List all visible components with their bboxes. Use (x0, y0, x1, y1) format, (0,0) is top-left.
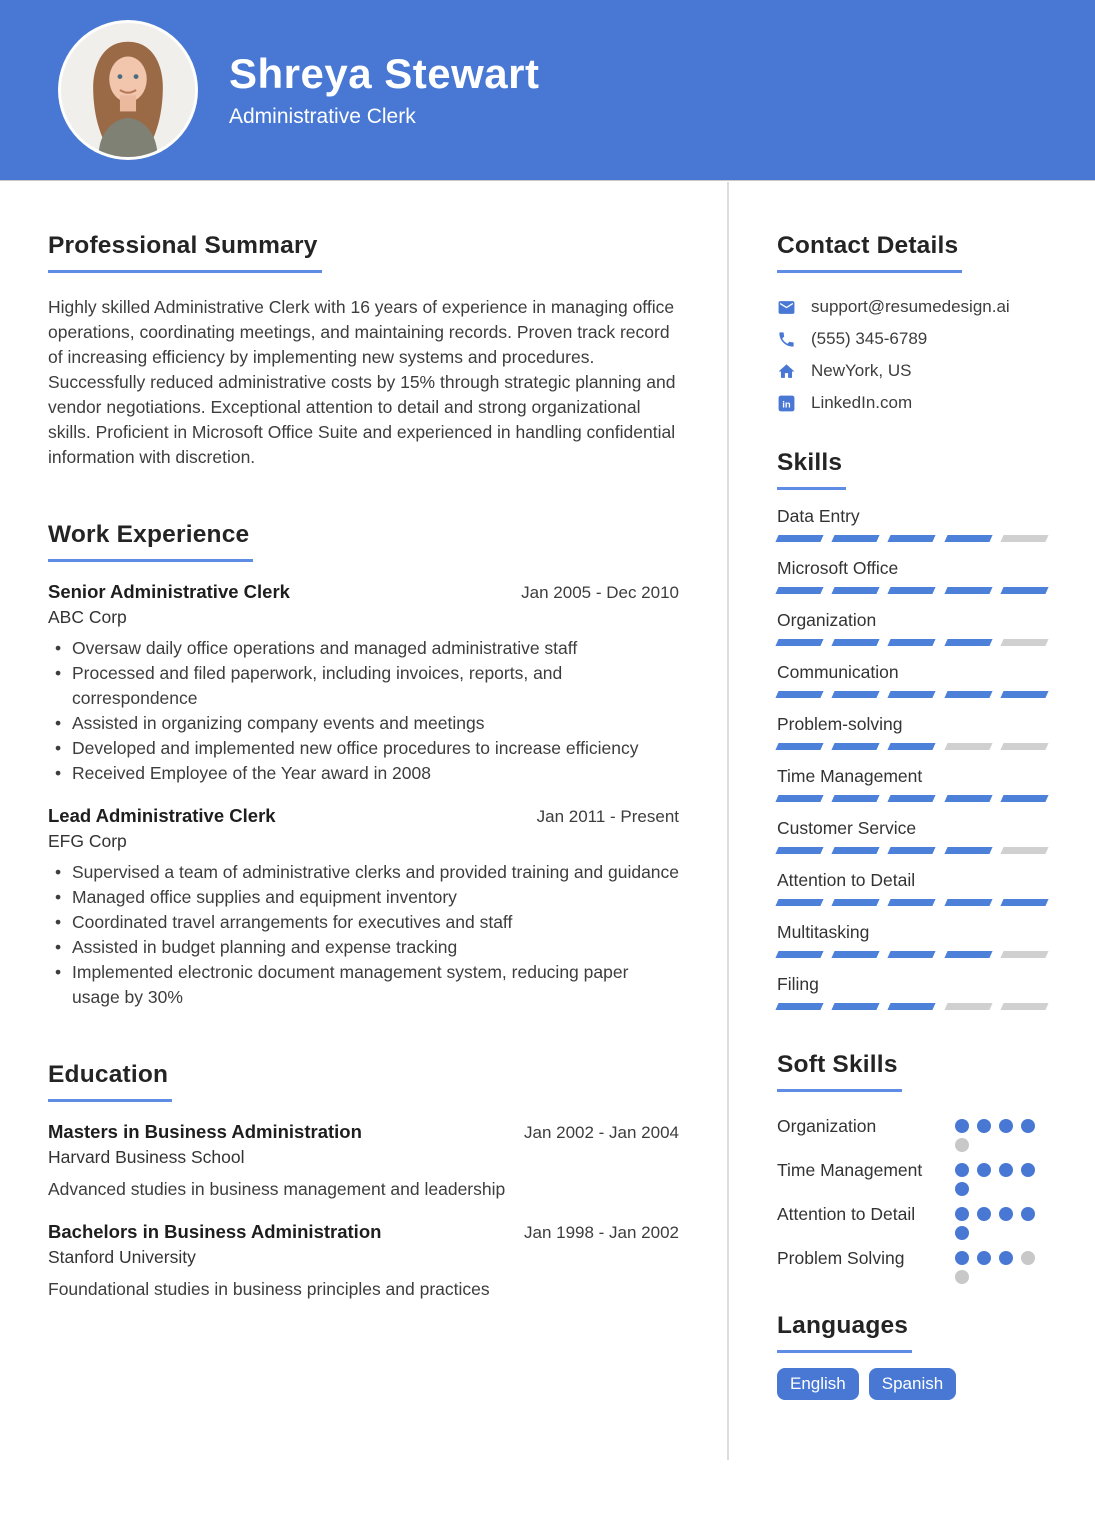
skill-bar-segment (1000, 691, 1048, 698)
job-bullet: • Assisted in budget planning and expense tracking (48, 935, 679, 960)
education-list (48, 1121, 679, 1302)
job-bullet: • Coordinated travel arrangements for executives and staff (48, 910, 679, 935)
skill-bar (777, 951, 1047, 958)
avatar-photo (61, 23, 195, 157)
skill-bar-segment (888, 691, 936, 698)
skill-item (777, 558, 1047, 594)
contact-item[interactable] (777, 393, 1047, 413)
education-description: Foundational studies in business principles and practices (48, 1279, 490, 1299)
skill-name: Data Entry (777, 506, 860, 526)
rating-dot (999, 1119, 1013, 1133)
rating-dot (999, 1163, 1013, 1177)
avatar (58, 20, 198, 160)
soft-skills-heading: Soft Skills (777, 1051, 902, 1092)
skill-bar-segment (1000, 1003, 1048, 1010)
education-header (48, 1121, 679, 1143)
column-divider (727, 182, 729, 1460)
skill-bar-segment (888, 535, 936, 542)
education-entry (48, 1221, 679, 1302)
skill-bar-segment (944, 795, 992, 802)
soft-skill-rating (955, 1202, 1047, 1240)
skill-bar-segment (832, 899, 880, 906)
skill-bar (777, 587, 1047, 594)
languages-section (777, 1312, 1047, 1400)
phone-icon (777, 330, 796, 349)
education-dates: Jan 1998 - Jan 2002 (523, 1223, 679, 1242)
skill-bar-segment (944, 743, 992, 750)
job-header (48, 805, 679, 827)
skill-name: Problem-solving (777, 714, 903, 734)
contact-item[interactable] (777, 297, 1047, 317)
skill-bar-segment (944, 951, 992, 958)
job-entry (48, 581, 679, 786)
header (0, 0, 1095, 181)
rating-dot (977, 1119, 991, 1133)
person-job-title: Administrative Clerk (229, 104, 416, 128)
skill-bar-segment (1000, 795, 1048, 802)
skill-bar-segment (944, 847, 992, 854)
skill-bar-segment (944, 691, 992, 698)
skill-bar-segment (1000, 899, 1048, 906)
professional-summary-section (48, 232, 679, 470)
rating-dot (999, 1207, 1013, 1221)
skill-bar-segment (775, 899, 823, 906)
skill-bar-segment (888, 587, 936, 594)
skill-bar-segment (775, 847, 823, 854)
content-area (0, 181, 1095, 1400)
soft-skill-name: Time Management (777, 1160, 923, 1180)
rating-dot (955, 1138, 969, 1152)
skill-bar-segment (1000, 535, 1048, 542)
job-bullet: • Managed office supplies and equipment inventory (48, 885, 679, 910)
skill-bar-segment (775, 639, 823, 646)
skill-bar-segment (888, 1003, 936, 1010)
education-degree: Masters in Business Administration (48, 1121, 362, 1142)
skill-name: Microsoft Office (777, 558, 899, 578)
skill-name: Multitasking (777, 922, 870, 942)
skill-bar-segment (944, 535, 992, 542)
job-bullet-list (48, 636, 679, 786)
work-experience-section (48, 521, 679, 1010)
contact-text: (555) 345-6789 (811, 329, 928, 348)
skill-bar (777, 899, 1047, 906)
svg-text:in: in (782, 398, 791, 410)
rating-dot (977, 1163, 991, 1177)
soft-skill-rating (955, 1158, 1047, 1196)
jobs-list (48, 581, 679, 1010)
skill-bar-segment (944, 899, 992, 906)
rating-dot (955, 1207, 969, 1221)
skill-bar-segment (775, 951, 823, 958)
rating-dot (955, 1226, 969, 1240)
contact-text: LinkedIn.com (811, 393, 913, 412)
education-section (48, 1061, 679, 1302)
skill-bar (777, 743, 1047, 750)
skill-item (777, 870, 1047, 906)
skill-bar-segment (944, 587, 992, 594)
skill-bar-segment (888, 639, 936, 646)
rating-dot (1021, 1119, 1035, 1133)
rating-dot (955, 1182, 969, 1196)
skill-item (777, 766, 1047, 802)
skill-bar-segment (832, 1003, 880, 1010)
skill-bar-segment (775, 795, 823, 802)
soft-skill-name: Organization (777, 1116, 877, 1136)
skill-bar-segment (944, 1003, 992, 1010)
skills-list (777, 506, 1047, 1010)
skill-bar-segment (832, 743, 880, 750)
language-badge: English (777, 1368, 859, 1400)
skill-bar-segment (888, 743, 936, 750)
skill-bar-segment (775, 743, 823, 750)
skill-bar-segment (775, 691, 823, 698)
soft-skill-item (777, 1246, 1047, 1284)
rating-dot (1021, 1207, 1035, 1221)
skills-section (777, 449, 1047, 1010)
education-heading: Education (48, 1061, 172, 1102)
job-company: ABC Corp (48, 607, 127, 627)
skill-item (777, 714, 1047, 750)
soft-skills-section (777, 1051, 1047, 1284)
contact-details-heading: Contact Details (777, 232, 962, 273)
education-school: Stanford University (48, 1247, 196, 1267)
job-company: EFG Corp (48, 831, 127, 851)
education-header (48, 1221, 679, 1243)
job-bullet: • Oversaw daily office operations and managed administrative staff (48, 636, 679, 661)
soft-skill-rating (955, 1114, 1047, 1152)
job-bullet-list (48, 860, 679, 1010)
skill-item (777, 818, 1047, 854)
rating-dot (1021, 1163, 1035, 1177)
skill-item (777, 922, 1047, 958)
skill-bar-segment (1000, 639, 1048, 646)
skill-bar-segment (775, 1003, 823, 1010)
education-school: Harvard Business School (48, 1147, 245, 1167)
rating-dot (999, 1251, 1013, 1265)
job-bullet: • Implemented electronic document management system, reducing paper usage by 30% (48, 960, 679, 1010)
job-title: Senior Administrative Clerk (48, 581, 290, 602)
job-bullet: • Assisted in organizing company events and meetings (48, 711, 679, 736)
skill-bar-segment (888, 795, 936, 802)
name-heading: Shreya Stewart (229, 50, 540, 98)
skill-bar (777, 795, 1047, 802)
education-dates: Jan 2002 - Jan 2004 (523, 1123, 679, 1142)
job-dates: Jan 2005 - Dec 2010 (521, 583, 679, 602)
education-entry (48, 1121, 679, 1202)
skill-bar-segment (888, 951, 936, 958)
skill-name: Communication (777, 662, 899, 682)
professional-summary-text: Highly skilled Administrative Clerk with 16 years of experience in managing office operations, coordinating meetings, and maintaining records. Proven track record of increasing efficiency by implementing new systems and procedures. Successfully reduced administrative costs by 15% through strategic planning and vendor negotiations. Exceptional attention to detail and strong organizational skills. Proficient in Microsoft Office Suite and experienced in handling confidential information with discretion. (48, 297, 676, 467)
skill-bar (777, 535, 1047, 542)
soft-skill-name: Attention to Detail (777, 1204, 916, 1224)
contact-item[interactable] (777, 329, 1047, 349)
job-bullet: • Supervised a team of administrative clerks and provided training and guidance (48, 860, 679, 885)
skill-bar-segment (1000, 951, 1048, 958)
linkedin-icon (777, 394, 796, 413)
skill-bar-segment (832, 587, 880, 594)
skill-bar-segment (1000, 587, 1048, 594)
soft-skill-name: Problem Solving (777, 1248, 905, 1268)
rating-dot (955, 1270, 969, 1284)
sidebar-column (777, 181, 1047, 1400)
skill-bar-segment (832, 951, 880, 958)
languages-heading: Languages (777, 1312, 912, 1353)
contact-details-section (777, 232, 1047, 413)
education-description: Advanced studies in business management and leadership (48, 1179, 506, 1199)
soft-skill-item (777, 1158, 1047, 1196)
home-icon (777, 362, 796, 381)
skill-bar (777, 691, 1047, 698)
skill-bar-segment (1000, 743, 1048, 750)
skill-item (777, 506, 1047, 542)
job-bullet: • Received Employee of the Year award in 2008 (48, 761, 679, 786)
rating-dot (977, 1207, 991, 1221)
skill-bar-segment (775, 535, 823, 542)
contact-text: support@resumedesign.ai (811, 297, 1010, 316)
skill-bar-segment (888, 899, 936, 906)
main-column (48, 181, 679, 1400)
skill-bar-segment (944, 639, 992, 646)
work-experience-heading: Work Experience (48, 521, 253, 562)
skill-bar-segment (832, 691, 880, 698)
email-icon (777, 298, 796, 317)
rating-dot (1021, 1251, 1035, 1265)
contact-text: NewYork, US (811, 361, 912, 380)
job-bullet: • Processed and filed paperwork, including invoices, reports, and correspondence (48, 661, 679, 711)
rating-dot (955, 1251, 969, 1265)
job-dates: Jan 2011 - Present (536, 807, 679, 826)
skill-name: Time Management (777, 766, 923, 786)
soft-skill-item (777, 1114, 1047, 1152)
soft-skill-rating (955, 1246, 1047, 1284)
skill-bar-segment (832, 639, 880, 646)
skill-bar-segment (888, 847, 936, 854)
language-badge: Spanish (869, 1368, 956, 1400)
skill-name: Customer Service (777, 818, 917, 838)
skill-bar (777, 639, 1047, 646)
skill-bar-segment (832, 795, 880, 802)
contact-item[interactable] (777, 361, 1047, 381)
skill-bar-segment (775, 587, 823, 594)
education-degree: Bachelors in Business Administration (48, 1221, 382, 1242)
skill-item (777, 610, 1047, 646)
skill-name: Organization (777, 610, 877, 630)
rating-dot (955, 1163, 969, 1177)
skill-bar (777, 847, 1047, 854)
job-entry (48, 805, 679, 1010)
job-bullet: • Developed and implemented new office procedures to increase efficiency (48, 736, 679, 761)
languages-list (777, 1368, 1047, 1400)
skill-item (777, 662, 1047, 698)
skills-heading: Skills (777, 449, 846, 490)
skill-bar-segment (832, 535, 880, 542)
professional-summary-heading: Professional Summary (48, 232, 322, 273)
job-header (48, 581, 679, 603)
skill-bar-segment (1000, 847, 1048, 854)
rating-dot (955, 1119, 969, 1133)
soft-skills-list (777, 1114, 1047, 1284)
soft-skill-item (777, 1202, 1047, 1240)
skill-name: Filing (777, 974, 819, 994)
skill-bar (777, 1003, 1047, 1010)
rating-dot (977, 1251, 991, 1265)
skill-name: Attention to Detail (777, 870, 916, 890)
skill-item (777, 974, 1047, 1010)
job-title: Lead Administrative Clerk (48, 805, 276, 826)
contact-list (777, 297, 1047, 413)
skill-bar-segment (832, 847, 880, 854)
